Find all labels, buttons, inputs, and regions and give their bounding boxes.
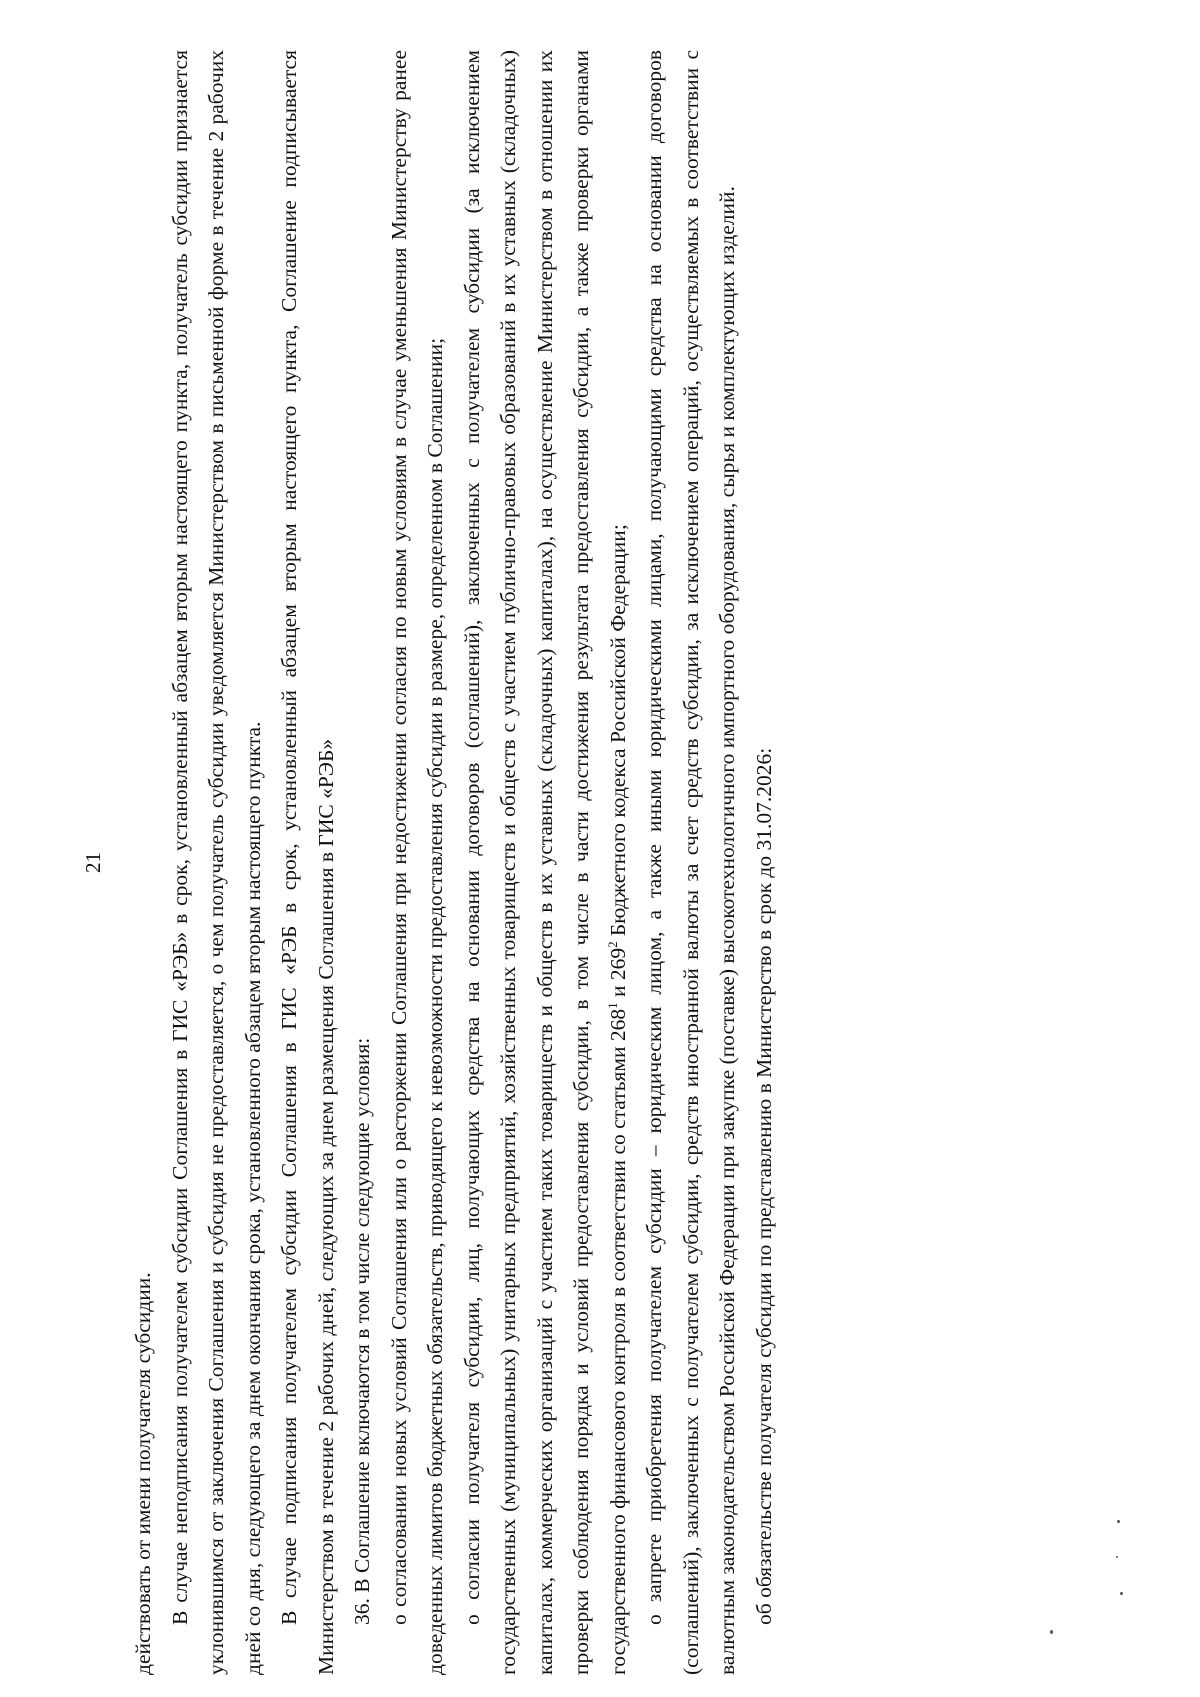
scan-speck: [1050, 1630, 1053, 1634]
paragraph-consent-inspection: [454, 50, 637, 1675]
paragraph-signing: В случае подписания получателем субсидии Соглашения в ГИС «РЭБ в срок, установленный абзацем вторым настоящего пункта, Соглашение подписывается Министерством в течение 2 рабочих дней, следующих за днем размещения Соглашения в ГИС «РЭБ»: [277, 50, 338, 1675]
article-269-superscript: 2: [605, 941, 620, 948]
paragraph-continuation: действовать от имени получателя субсидии.: [131, 1272, 155, 1675]
scan-speck: [1116, 1556, 1118, 1558]
document-body: [125, 50, 782, 1675]
paragraph-obligation: об обязательстве получателя субсидии по представлению в Министерство в срок до 31.07.2026:: [751, 747, 776, 1625]
paragraph-currency-ban: о запрете приобретения получателем субсидии – юридическим лицом, а также иными юридическими лицами, получающими средства на основании договоров (соглашений), заключенных с получателем субсидии, средств иностранной валюты за счет средств субсидии, за исключением операций, осуществляемых в соответствии с валютным законодательством Российской Федерации при закупке (поставке) высокотехнологичного импортного оборудования, сырья и комплектующих изделий.: [642, 50, 739, 1675]
scan-speck: [1120, 1592, 1123, 1595]
and-article-269: и 269: [605, 947, 630, 1003]
budget-code-reference: Бюджетного кодекса Российской Федерации;: [605, 524, 630, 942]
paragraph-non-signing: В случае неподписания получателем субсидии Соглашения в ГИС «РЭБ» в срок, установленный абзацем вторым настоящего пункта, получатель субсидии признается уклонившимся от заключения Соглашения и субсидия не предоставляется, о чем получатель субсидии уведомляется Министерством в письменной форме в течение 2 рабочих дней со дня, следующего за днем окончания срока, установленного абзацем вторым настоящего пункта.: [167, 50, 265, 1675]
article-268-superscript: 1: [605, 1002, 620, 1009]
paragraph-new-conditions: о согласовании новых условий Соглашения или о расторжении Соглашения при недостижении согласия по новым условиям в случае уменьшения Министерству ранее доведенных лимитов бюджетных обязательств, приводящего к невозможности предоставления субсидии в размере, определенном в Соглашении;: [386, 50, 447, 1675]
page-number: 21: [81, 852, 105, 873]
scan-speck: [1117, 1520, 1120, 1523]
rotated-page-content: [81, 50, 1075, 1675]
consent-text: о согласии получателя субсидии, лиц, получающих средства на основании договоров (соглашений), заключенных с получателем субсидии (за исключением государственных (муниципальных) унитарных предприятий, хозяйственных товариществ и обществ с участием публично-правовых образований в их уставных (складочных) капиталах, коммерческих организаций с участием таких товариществ и обществ в их уставных (складочных) капиталах), на осуществление Министерством в отношении их проверки соблюдения порядка и условий предоставления субсидии, в том числе в части достижения результата предоставления субсидии, а также проверки органами государственного финансового контроля в соответствии со статьями 268: [459, 50, 630, 1675]
paragraph-item-36: 36. В Соглашение включаются в том числе следующие условия:: [350, 1037, 374, 1625]
